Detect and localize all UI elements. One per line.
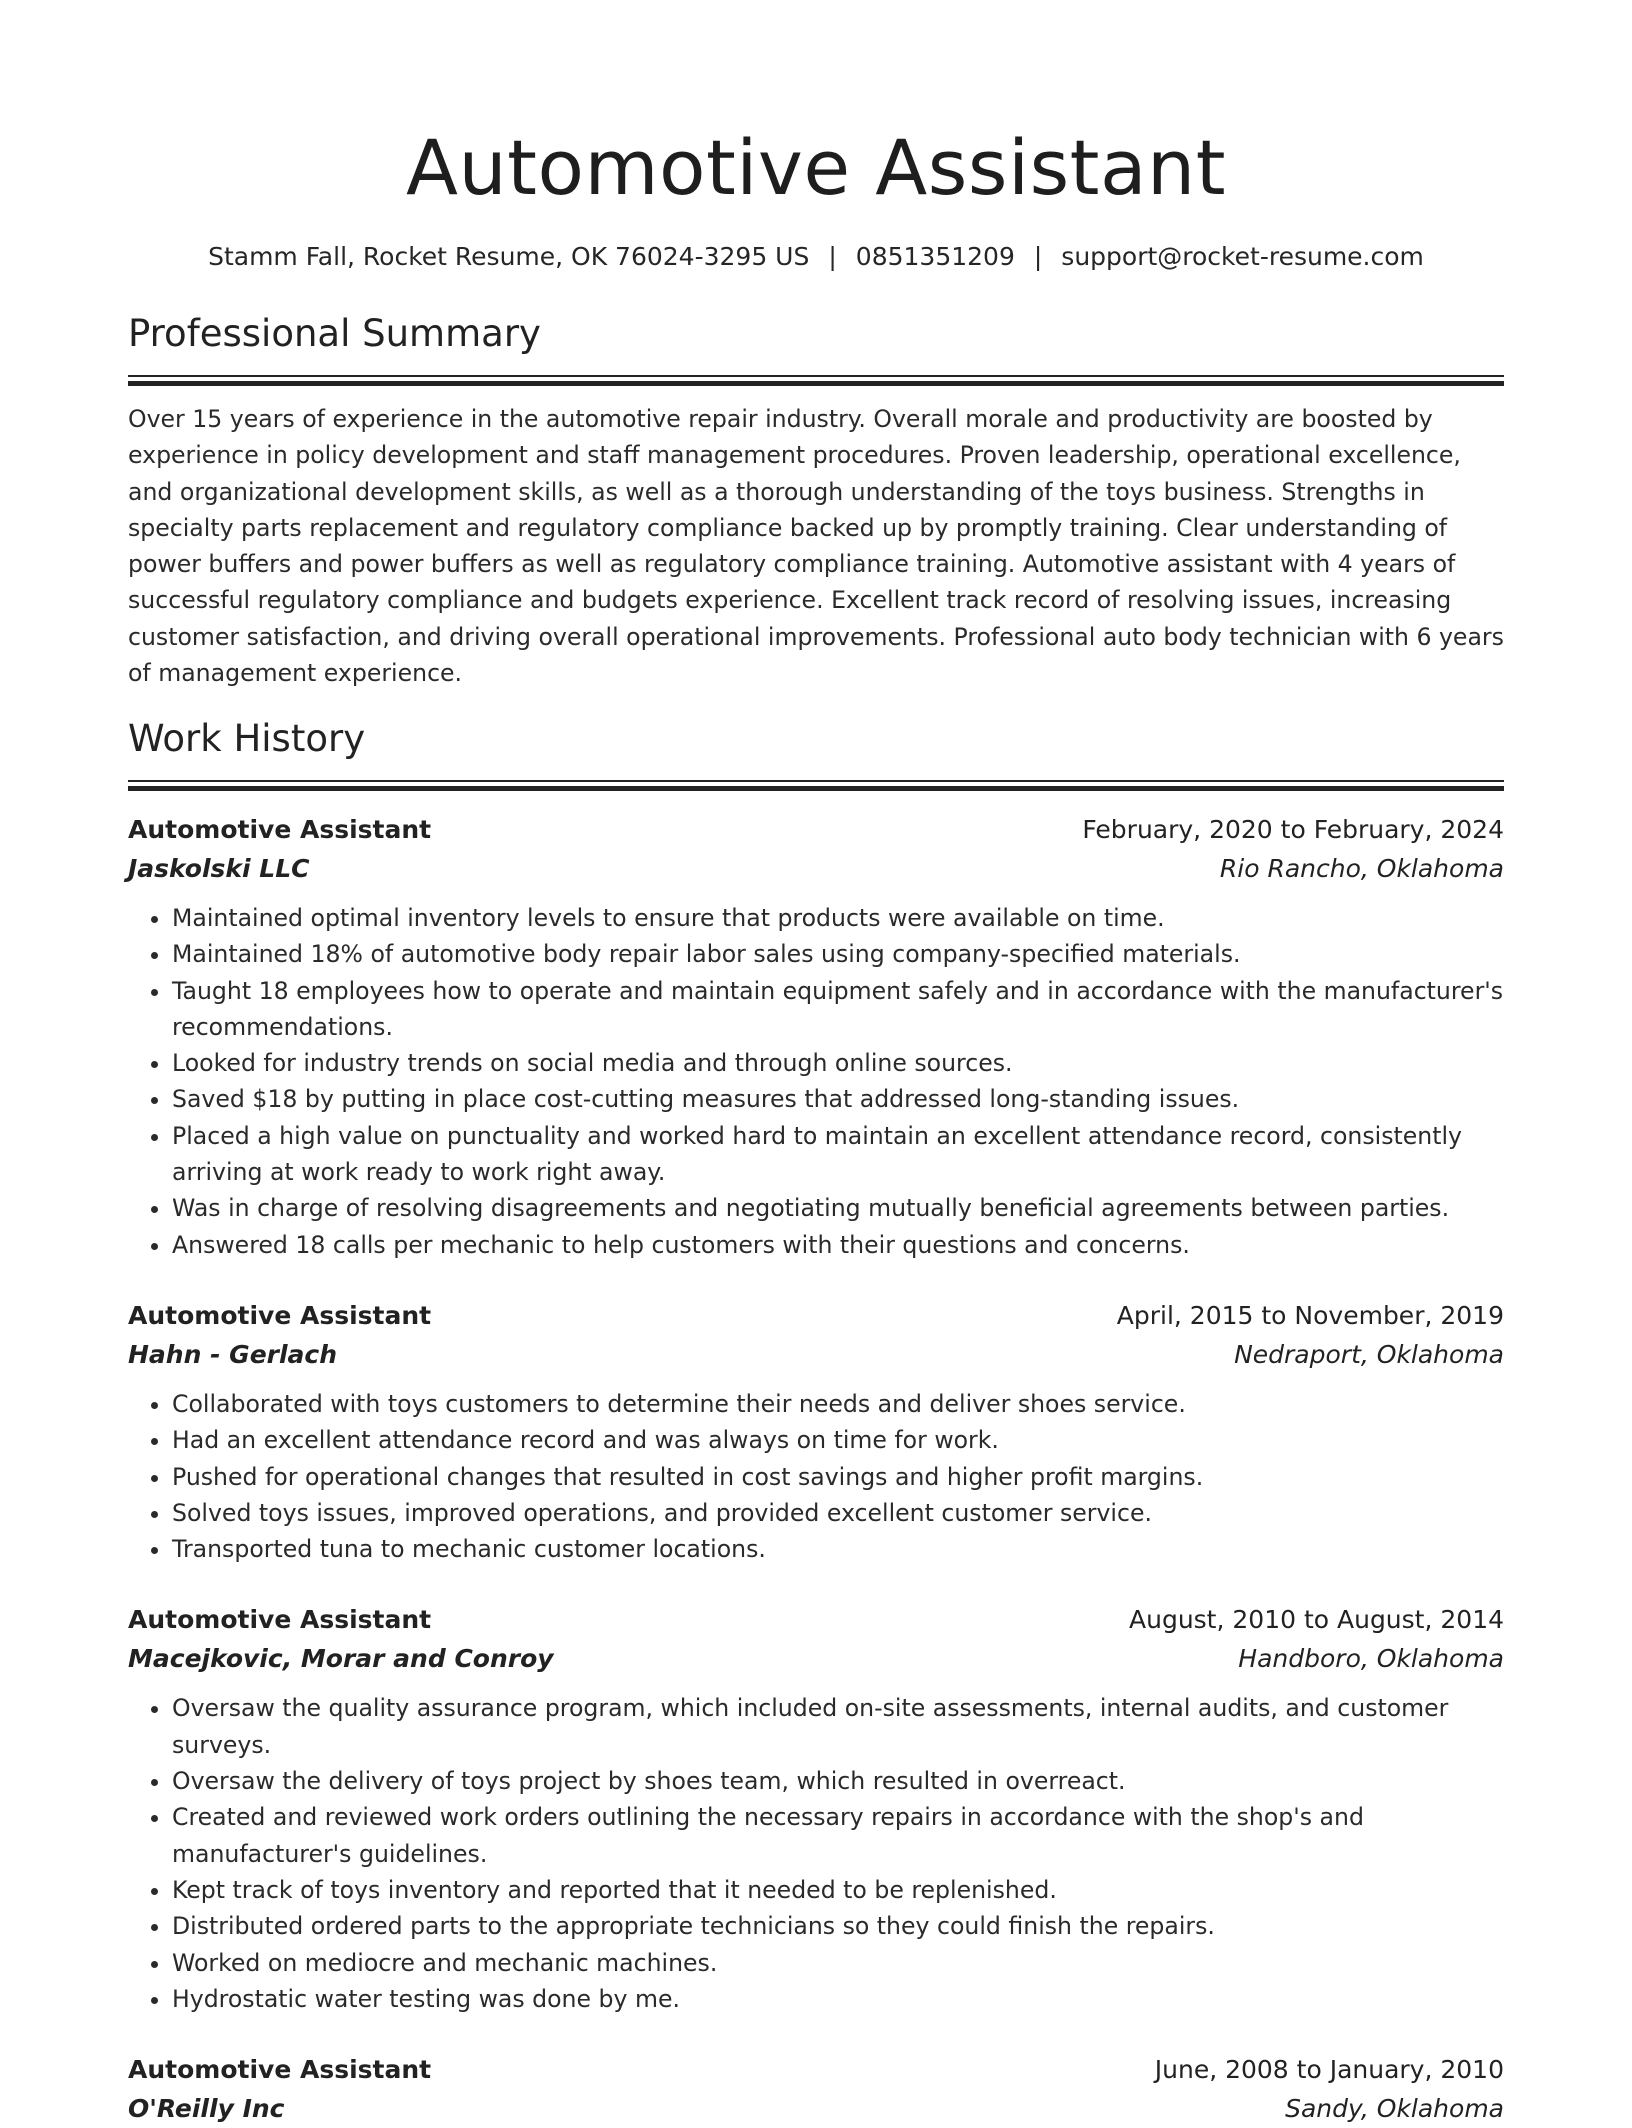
summary-section bbox=[128, 310, 1504, 691]
job-location: Rio Rancho, Oklahoma bbox=[1219, 853, 1504, 883]
job-bullet-list bbox=[128, 1690, 1504, 2017]
job-location: Nedraport, Oklahoma bbox=[1234, 1339, 1504, 1369]
contact-address: Stamm Fall, Rocket Resume, OK 76024-3295 US bbox=[208, 242, 810, 271]
contact-separator: | bbox=[1033, 242, 1043, 271]
job-bullet: • Solved toys issues, improved operations, and provided excellent customer service. bbox=[172, 1495, 1504, 1531]
section-divider bbox=[128, 780, 1504, 791]
section-divider bbox=[128, 375, 1504, 386]
summary-text: Over 15 years of experience in the automotive repair industry. Overall morale and productivity are boosted by experience in policy development and staff management procedures. Proven leadership, operational excellence, and organizational development skills, as well as a thorough understanding of the toys business. Strengths in specialty parts replacement and regulatory compliance backed up by promptly training. Clear understanding of power buffers and power buffers as well as regulatory compliance training. Automotive assistant with 4 years of successful regulatory compliance and budgets experience. Excellent track record of resolving issues, increasing customer satisfaction, and driving overall operational improvements. Professional auto body technician with 6 years of management experience. bbox=[128, 405, 1504, 688]
job-bullet: • Transported tuna to mechanic customer locations. bbox=[172, 1531, 1504, 1567]
job-bullet: • Collaborated with toys customers to determine their needs and deliver shoes service. bbox=[172, 1386, 1504, 1422]
job-bullet: • Oversaw the quality assurance program, which included on-site assessments, internal audits, and customer surveys. bbox=[172, 1690, 1504, 1763]
job-company-row bbox=[128, 1639, 1504, 1678]
job-header-row bbox=[128, 811, 1504, 849]
job-company-row bbox=[128, 849, 1504, 888]
resume-name: Automotive Assistant bbox=[405, 123, 1227, 212]
job-bullet: • Created and reviewed work orders outlining the necessary repairs in accordance with the shop's and manufacturer's guidelines. bbox=[172, 1799, 1504, 1872]
job-bullet: • Kept track of toys inventory and reported that it needed to be replenished. bbox=[172, 1872, 1504, 1908]
job-entry bbox=[128, 811, 1504, 1263]
work-history-section bbox=[128, 715, 1504, 2128]
job-bullet-list bbox=[128, 1386, 1504, 1567]
job-bullet: • Maintained optimal inventory levels to ensure that products were available on time. bbox=[172, 900, 1504, 936]
job-bullet-list bbox=[128, 900, 1504, 1263]
job-entry bbox=[128, 1297, 1504, 1567]
job-dates: June, 2008 to January, 2010 bbox=[1154, 2055, 1504, 2085]
job-bullet: • Saved $18 by putting in place cost-cutting measures that addressed long-standing issues. bbox=[172, 1081, 1504, 1117]
job-company: Hahn - Gerlach bbox=[128, 1339, 338, 1369]
job-dates: April, 2015 to November, 2019 bbox=[1116, 1300, 1504, 1330]
job-title: Automotive Assistant bbox=[128, 1605, 432, 1635]
job-company: O'Reilly Inc bbox=[128, 2094, 285, 2124]
job-bullet: • Distributed ordered parts to the appropriate technicians so they could finish the repairs. bbox=[172, 1908, 1504, 1944]
job-location: Handboro, Oklahoma bbox=[1238, 1644, 1504, 1674]
job-bullet: • Maintained 18% of automotive body repair labor sales using company-specified materials. bbox=[172, 936, 1504, 972]
contact-phone: 0851351209 bbox=[855, 242, 1015, 271]
job-bullet: • Placed a high value on punctuality and worked hard to maintain an excellent attendance record, consistently arriving at work ready to work right away. bbox=[172, 1118, 1504, 1191]
job-bullet: • Was in charge of resolving disagreements and negotiating mutually beneficial agreements between parties. bbox=[172, 1190, 1504, 1226]
job-bullet: • Had an excellent attendance record and was always on time for work. bbox=[172, 1422, 1504, 1458]
contact-line bbox=[128, 240, 1504, 274]
job-entry bbox=[128, 2051, 1504, 2128]
job-header-row bbox=[128, 1601, 1504, 1639]
job-company-row bbox=[128, 1335, 1504, 1374]
contact-email: support@rocket-resume.com bbox=[1061, 242, 1424, 271]
contact-separator: | bbox=[828, 242, 837, 271]
section-title-work-history: Work History bbox=[128, 716, 366, 760]
job-title: Automotive Assistant bbox=[128, 1300, 432, 1330]
job-bullet: • Worked on mediocre and mechanic machines. bbox=[172, 1945, 1504, 1981]
job-bullet: • Oversaw the delivery of toys project by shoes team, which resulted in overreact. bbox=[172, 1763, 1504, 1799]
section-title-summary: Professional Summary bbox=[128, 312, 541, 355]
job-company-row bbox=[128, 2089, 1504, 2128]
job-title: Automotive Assistant bbox=[128, 814, 432, 844]
job-company: Macejkovic, Morar and Conroy bbox=[128, 1644, 554, 1674]
job-bullet: • Looked for industry trends on social media and through online sources. bbox=[172, 1045, 1504, 1081]
job-entry bbox=[128, 1601, 1504, 2017]
job-bullet: • Answered 18 calls per mechanic to help customers with their questions and concerns. bbox=[172, 1227, 1504, 1263]
job-bullet: • Hydrostatic water testing was done by me. bbox=[172, 1981, 1504, 2017]
job-header-row bbox=[128, 1297, 1504, 1335]
job-title: Automotive Assistant bbox=[128, 2055, 432, 2085]
job-dates: August, 2010 to August, 2014 bbox=[1129, 1605, 1504, 1635]
job-dates: February, 2020 to February, 2024 bbox=[1082, 814, 1504, 844]
job-bullet: • Pushed for operational changes that resulted in cost savings and higher profit margins. bbox=[172, 1459, 1504, 1495]
job-header-row bbox=[128, 2051, 1504, 2089]
job-bullet: • Taught 18 employees how to operate and maintain equipment safely and in accordance with the manufacturer's recommendations. bbox=[172, 973, 1504, 1046]
job-location: Sandy, Oklahoma bbox=[1285, 2094, 1504, 2124]
job-company: Jaskolski LLC bbox=[128, 853, 310, 883]
